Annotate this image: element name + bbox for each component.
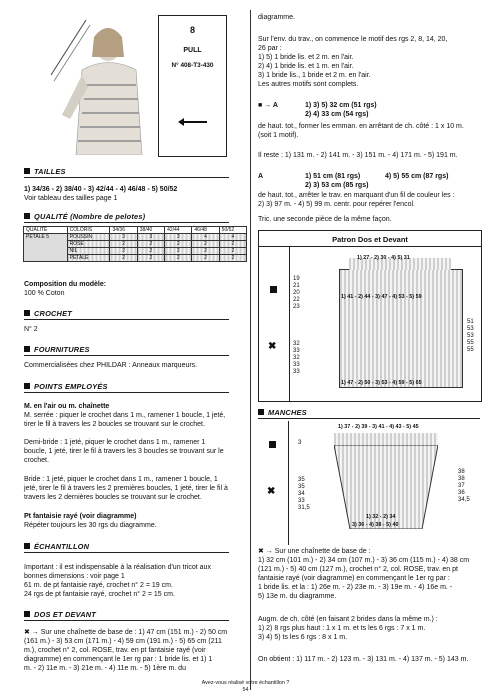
patron-title: Patron Dos et Devant	[332, 235, 408, 244]
manches-bottom-measure: 1) 32 - 2) 34	[366, 514, 396, 520]
sizes-text: 1) 34/36 - 2) 38/40 - 3) 42/44 - 4) 46/48 - 5) 50/52	[24, 186, 178, 193]
a-after-line: de haut. tot., former les emman. en arrêtant de ch. côté : 1 x 10 m.	[258, 123, 464, 130]
measure-value: 19	[293, 276, 300, 282]
manches-line: Augm. de ch. côté (en faisant 2 brides dans la même m.) :	[258, 616, 438, 623]
echantillon-line: 61 m. de pt fantaisie rayé, crochet n° 2 = 19 cm.	[24, 582, 173, 589]
dos-line: m.), crochet n° 2, col. ROSE, trav. en pt fantaisie rayé (voir	[24, 647, 206, 654]
measure-value: 37	[458, 483, 465, 489]
manches-right-col	[458, 469, 470, 504]
manches-marker-col	[258, 421, 289, 545]
patron-mid-measure: 1) 41 - 2) 44 - 3) 47 - 4) 53 - 5) 59	[341, 294, 422, 300]
divider	[24, 620, 229, 621]
right-line: 1) 5) 1 bride lis. et 2 m. en l'air.	[258, 54, 354, 61]
marker-a: A	[258, 173, 264, 180]
table-cell: 2	[219, 248, 246, 255]
manches-cap-shape	[334, 433, 438, 445]
table-cell: 2	[137, 255, 164, 262]
a2-line: 4) 5) 55 cm (87 rgs)	[385, 173, 449, 180]
bullet-square-icon	[24, 543, 30, 549]
measure-value: 36	[458, 490, 465, 496]
color-name: ROSE	[67, 241, 110, 248]
table-cell: 2	[110, 241, 137, 248]
table-cell: 2	[192, 248, 219, 255]
pattern-header-box	[158, 15, 227, 157]
quality-header-cell: 38/40	[137, 227, 164, 234]
measure-value: 31,5	[298, 505, 310, 511]
a2-after-line: Tric. une seconde pièce de la même façon.	[258, 216, 392, 223]
pattern-ref: N° 408-T3-430	[171, 62, 214, 69]
points-line: Répéter toujours les 30 rgs du diagramme.	[24, 522, 157, 529]
measure-value: 33	[293, 369, 300, 375]
manches-line: On obtient : 1) 117 m. - 2) 123 m. - 3) 131 m. - 4) 137 m. - 5) 143 m.	[258, 656, 469, 663]
measure-value: 38	[458, 469, 465, 475]
points-line: M. serrée : piquer le crochet dans 1 m., ramener 1 boucle, 1 jeté,	[24, 412, 226, 419]
measure-value: 38	[458, 476, 465, 482]
manches-line: fantaisie rayé (voir diagramme) en commençant le 1er rg par :	[258, 575, 450, 582]
right-line: Les autres motifs sont complets.	[258, 81, 359, 88]
table-cell: 2	[192, 255, 219, 262]
measure-value: 33	[298, 498, 305, 504]
right-line: 26 par :	[258, 45, 282, 52]
a-line: 2) 4) 33 cm (54 rgs)	[305, 111, 369, 118]
composition-text: 100 % Coton	[24, 290, 65, 297]
patron-right-col	[467, 319, 474, 354]
divider	[24, 552, 229, 553]
quality-header-cell: 46/48	[192, 227, 219, 234]
manches-left-top: 3	[298, 440, 302, 446]
section-echantillon-title: ÉCHANTILLON	[34, 542, 90, 551]
page-number: 54	[242, 687, 249, 693]
measure-value: 55	[467, 340, 474, 346]
manches-bottom-measure: 3) 36 - 4) 38 - 5) 40	[352, 522, 399, 528]
table-cell: 4	[219, 234, 246, 241]
model-photo-svg	[46, 15, 149, 155]
points-line: Bride : 1 jeté, piquer le crochet dans 1 m., ramener 1 boucle, 1	[24, 476, 218, 483]
table-cell: 2	[165, 248, 192, 255]
points-line: travers les 2 dernières boucles se trouvant sur le crochet.	[24, 494, 202, 501]
patron-left-top-col	[293, 276, 300, 311]
points-line: tirer le fil à travers les 2 boucles se trouvant sur le crochet.	[24, 421, 205, 428]
dos-line: diagramme) en commençant le 1er rg par : 1 bride lis. et 1) 1	[24, 656, 213, 663]
color-name: PÉTALE	[67, 255, 110, 262]
table-cell: 3	[137, 234, 164, 241]
divider	[258, 418, 480, 419]
measure-value: 53	[467, 326, 474, 332]
section-fournitures-title: FOURNITURES	[34, 345, 90, 354]
table-cell: 2	[165, 241, 192, 248]
pattern-type: PULL	[183, 47, 202, 54]
measure-value: 33	[293, 362, 300, 368]
patron-diagram	[258, 230, 482, 402]
bullet-square-icon	[24, 213, 30, 219]
divider	[24, 319, 229, 320]
manches-diagram	[258, 421, 480, 545]
points-line: boucle, 1 jeté, tirer le fil à travers les 3 boucles se trouvant sur le	[24, 448, 224, 455]
manches-line: 1) 2) 8 rgs plus haut : 1 x 1 m. et ts les 6 rgs : 7 x 1 m.	[258, 625, 426, 632]
sizes-note: Voir tableau des tailles page 1	[24, 195, 118, 202]
quality-table-header	[24, 227, 247, 234]
points-line: Pt fantaisie rayé (voir diagramme)	[24, 513, 137, 520]
color-name: NIL	[67, 248, 110, 255]
table-row	[24, 234, 247, 241]
manches-top-measure: 1) 37 - 2) 39 - 3) 41 - 4) 43 - 5) 45	[338, 424, 419, 430]
manches-line: 1) 32 cm (101 m.) - 2) 34 cm (107 m.) - 3) 36 cm (115 m.) - 4) 38 cm	[258, 557, 470, 564]
arrow-left-icon	[178, 113, 208, 121]
section-points-title: POINTS EMPLOYÉS	[34, 382, 108, 391]
right-line: diagramme.	[258, 14, 295, 21]
a-line: 1) 3) 5) 32 cm (51 rgs)	[305, 102, 377, 109]
a2-line: 1) 51 cm (81 rgs)	[305, 173, 361, 180]
manches-line: 3) 4) 5) ts les 6 rgs : 8 x 1 m.	[258, 634, 348, 641]
measure-value: 35	[298, 484, 305, 490]
quality-table	[23, 226, 247, 262]
footer-note: Avez-vous réalisé votre échantillon ?	[201, 680, 290, 686]
color-name: POUSSIN	[67, 234, 110, 241]
section-qualite-title: QUALITÉ (Nombre de pelotes)	[34, 212, 146, 221]
table-cell: 3	[110, 234, 137, 241]
measure-value: 55	[467, 347, 474, 353]
section-manches-title: MANCHES	[268, 408, 307, 417]
quality-header-cell: COLORIS	[67, 227, 110, 234]
measure-value: 22	[293, 297, 300, 303]
measure-value: 53	[467, 333, 474, 339]
table-cell: 2	[219, 255, 246, 262]
manches-line: (121 m.) - 5) 40 cm (127 m.), crochet n° 2, col. ROSE, trav. en pt	[258, 566, 458, 573]
divider	[24, 177, 229, 178]
measure-value: 32	[293, 355, 300, 361]
dos-line: ✖ → Sur une chaînette de base de : 1) 47 cm (151 m.) - 2) 50 cm	[24, 629, 228, 636]
pattern-number: 8	[189, 25, 195, 35]
points-line: Demi-bride : 1 jeté, piquer le crochet dans 1 m., ramener 1	[24, 439, 206, 446]
measure-value: 32	[293, 341, 300, 347]
right-line: 3) 1 bride lis., 1 bride et 2 m. en l'air.	[258, 72, 371, 79]
measure-value: 35	[298, 477, 305, 483]
divider	[24, 355, 229, 356]
section-dos-title: DOS ET DEVANT	[34, 610, 97, 619]
patron-left-bottom-col	[293, 341, 300, 376]
bullet-square-icon	[24, 346, 30, 352]
measure-value: 23	[293, 304, 300, 310]
dos-line: m. - 2) 11e m. - 3) 21e m. - 4) 11e m. - 5) 1ère m. du	[24, 665, 186, 672]
marker-square-arrow-a: ■ → A	[258, 102, 278, 109]
patron-marker-col	[259, 246, 290, 401]
right-line: 2) 4) 1 bride lis. et 1 m. en l'air.	[258, 63, 354, 70]
square-marker-icon	[270, 286, 277, 293]
bullet-square-icon	[24, 168, 30, 174]
table-cell: 2	[110, 248, 137, 255]
a-after-line: (soit 1 motif).	[258, 132, 299, 139]
table-cell: 2	[110, 255, 137, 262]
points-line: crochet.	[24, 457, 49, 464]
manches-left-col	[298, 477, 310, 512]
points-line: jeté, tirer le fil à travers les 2 premières boucles, 1 jeté, tirer le fil à	[24, 485, 228, 492]
table-cell: 2	[192, 241, 219, 248]
echantillon-line: bonnes dimensions : voir page 1	[24, 573, 125, 580]
table-cell: 3	[165, 234, 192, 241]
crochet-text: N° 2	[24, 326, 38, 333]
composition-title: Composition du modèle:	[24, 281, 107, 288]
a2-after-line: de haut. tot., arrêter le trav. en marquant d'un fil de couleur les :	[258, 192, 455, 199]
table-cell: 2	[165, 255, 192, 262]
quality-header-cell: 42/44	[165, 227, 192, 234]
measure-value: 34	[298, 491, 305, 497]
square-marker-icon	[269, 441, 276, 448]
section-tailles-title: TAILLES	[34, 167, 66, 176]
measure-value: 21	[293, 283, 300, 289]
patron-body-shape	[339, 269, 463, 388]
manches-line: ✖ → Sur une chaînette de base de :	[258, 548, 371, 555]
table-cell: 4	[192, 234, 219, 241]
echantillon-line: Important : il est indispensable à la réalisation d'un tricot aux	[24, 564, 211, 571]
measure-value: 51	[467, 319, 474, 325]
measure-value: 33	[293, 348, 300, 354]
quality-header-cell: 50/52	[219, 227, 246, 234]
fournitures-text: Commercialisées chez PHILDAR : Anneaux marqueurs.	[24, 362, 198, 369]
points-line: M. en l'air ou m. chaînette	[24, 403, 110, 410]
right-line: Sur l'env. du trav., on commence le motif des rgs 2, 8, 14, 20,	[258, 36, 448, 43]
quality-header-cell: 34/36	[110, 227, 137, 234]
divider	[24, 392, 229, 393]
bullet-square-icon	[24, 383, 30, 389]
model-photo	[46, 15, 149, 155]
cross-marker-icon: ✖	[267, 486, 276, 497]
column-divider	[250, 10, 251, 690]
table-cell: 2	[137, 248, 164, 255]
section-crochet-title: CROCHET	[34, 309, 72, 318]
table-cell: 2	[219, 241, 246, 248]
manches-line: 1 bride lis. et la : 1) 26e m. - 2) 23e m. - 3) 19e m. - 4) 16e m. -	[258, 584, 453, 591]
cross-marker-icon: ✖	[268, 341, 277, 352]
a2-line: 2) 3) 53 cm (85 rgs)	[305, 182, 369, 189]
divider	[24, 222, 229, 223]
quality-name: PETALE 5	[24, 234, 68, 262]
manches-line: 5) 13e m. du diagramme.	[258, 593, 337, 600]
dos-line: (161 m.) - 3) 53 cm (171 m.) - 4) 59 cm (191 m.) - 5) 65 cm (211	[24, 638, 222, 645]
bullet-square-icon	[24, 310, 30, 316]
table-cell: 2	[137, 241, 164, 248]
bullet-square-icon	[258, 409, 264, 415]
echantillon-line: 24 rgs de pt fantaisie rayé, crochet n° 2 = 15 cm.	[24, 591, 175, 598]
measure-value: 20	[293, 290, 300, 296]
bullet-square-icon	[24, 611, 30, 617]
a-after-line: Il reste : 1) 131 m. - 2) 141 m. - 3) 151 m. - 4) 171 m. - 5) 191 m.	[258, 152, 458, 159]
quality-header-cell: QUALITÉ	[24, 227, 68, 234]
measure-value: 34,5	[458, 497, 470, 503]
patron-bottom-measure: 1) 47 - 2) 50 - 3) 53 - 4) 59 - 5) 65	[341, 380, 422, 386]
a2-after-line: 2) 3) 97 m. - 4) 5) 99 m. centr. pour repérer l'encol.	[258, 201, 415, 208]
patron-top-measure: 1) 27 - 2) 30 - 4) 5) 31	[357, 255, 410, 261]
